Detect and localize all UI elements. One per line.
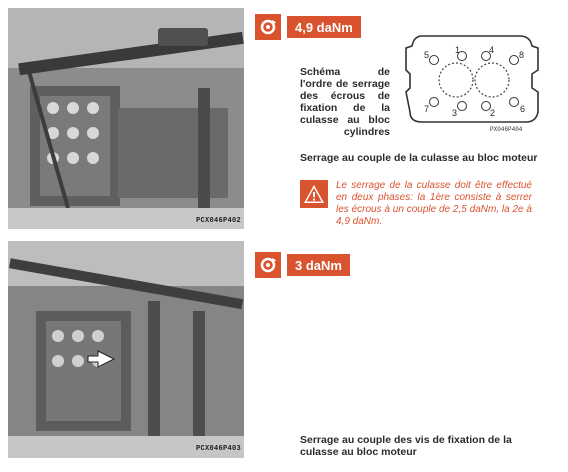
engine-photo-bottom [8, 241, 244, 458]
bolt-number: 7 [424, 104, 430, 114]
torque-wrench-icon [255, 252, 281, 278]
bolt-number: 5 [424, 50, 430, 60]
schema-text: Schéma de l'ordre de serrage des écrous de fixation de la culasse au bloc cylindres [300, 66, 390, 138]
torque-value: 3 daNm [287, 254, 350, 276]
section-heading-1: Serrage au couple de la culasse au bloc moteur [300, 152, 538, 164]
bolt-number: 4 [489, 45, 495, 55]
bolt-number: 8 [519, 50, 525, 60]
photo-bottom [8, 241, 244, 458]
cylinder-head-outline [400, 30, 548, 130]
bolt-number: 6 [520, 104, 526, 114]
warning-note [300, 180, 532, 228]
diagram-caption: PX046P404 [490, 126, 523, 133]
tightening-order-diagram [400, 30, 548, 130]
warning-icon [300, 180, 328, 208]
torque-spec-2 [255, 252, 350, 278]
bolt-number: 2 [490, 108, 496, 118]
photo-caption: PCX046P402 [196, 217, 242, 225]
section-heading-2: Serrage au couple des vis de fixation de la culasse au bloc moteur [300, 434, 512, 458]
photo-caption: PCX046P403 [196, 445, 242, 453]
photo-top [8, 8, 244, 229]
torque-wrench-icon [255, 14, 281, 40]
torque-spec-1 [255, 14, 361, 40]
bolt-number: 1 [455, 45, 461, 55]
warning-text: Le serrage de la culasse doit être effectué en deux phases: la 1ère consiste à serrer les écrous à un couple de 2,5 daNm, la 2e à 4,9 daNm. [336, 180, 532, 227]
engine-photo-top [8, 8, 244, 229]
bolt-number: 3 [452, 108, 458, 118]
torque-value: 4,9 daNm [287, 16, 361, 38]
